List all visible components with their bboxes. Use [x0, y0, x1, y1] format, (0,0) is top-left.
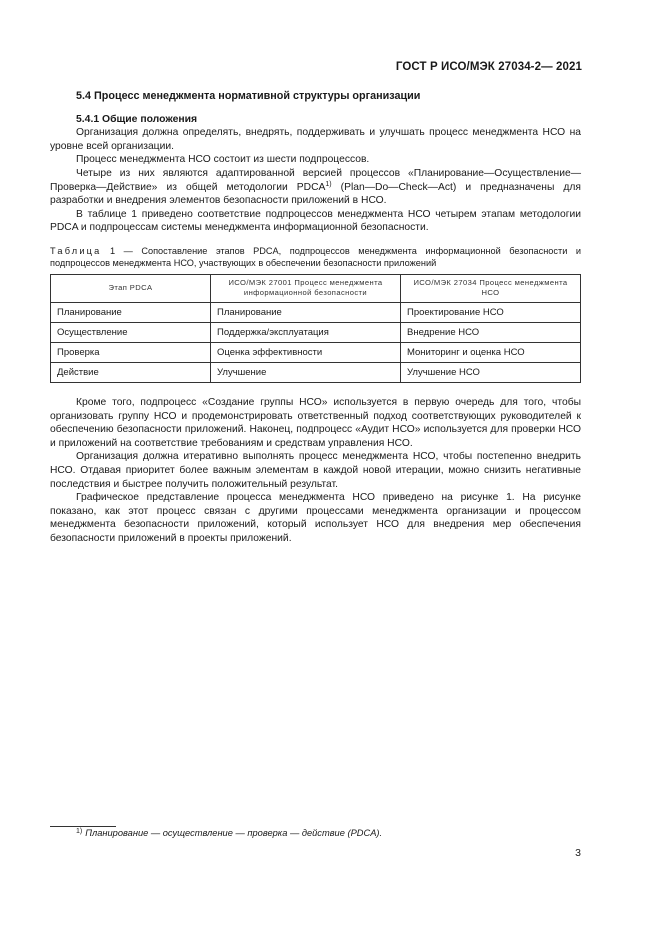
column-header: ИСО/МЭК 27034 Процесс менеджмента НСО [401, 274, 581, 302]
paragraph: В таблице 1 приведено соответствие подпроцессов менеджмента НСО четырем этапам методологии PDCA и подпроцессам системы менеджмента информационной безопасности. [50, 208, 581, 234]
page-number: 3 [575, 847, 581, 859]
paragraph: Графическое представление процесса менеджмента НСО приведено на рисунке 1. На рисунке показано, как этот процесс связан с другими процессами менеджмента организации и процессом менеджмента безопасности приложений, который использует НСО для внедрения мер обеспечения безопасности приложений в проекты приложений. [50, 492, 581, 544]
table-caption: Таблица 1 — Сопоставление этапов PDCA, подпроцессов менеджмента информационной безопасности и подпроцессов менеджмента НСО, участвующих в обеспечении безопасности приложений [50, 245, 581, 268]
subsection-heading: 5.4.1 Общие положения [76, 113, 198, 125]
column-header: ИСО/МЭК 27001 Процесс менеджмента информационной безопасности [211, 274, 401, 302]
footnote-mark: 1) [76, 828, 83, 835]
paragraph: Процесс менеджмента НСО состоит из шести подпроцессов. [76, 154, 370, 166]
table-cell: Внедрение НСО [401, 322, 581, 342]
footnote [76, 828, 382, 838]
table-row [51, 342, 581, 362]
paragraph: Кроме того, подпроцесс «Создание группы НСО» используется в первую очередь для того, чтобы организовать группу НСО и продемонстрировать ответственный подход соответствующих руководителей к обеспечению безопасности приложений. Наконец, подпроцесс «Аудит НСО» используется для проверки НСО и приложений на соответствие требованиям и средствам управления НСО. [50, 396, 581, 449]
table-row [51, 322, 581, 342]
table-cell: Оценка эффективности [211, 342, 401, 362]
table-cell: Проверка [51, 342, 211, 362]
paragraph: Организация должна итеративно выполнять процесс менеджмента НСО, чтобы постепенно внедрить НСО. Отдавая приоритет более важным элементам в каждой новой итерации, можно снизить негативные последствия и быстрее получить положительный результат. [50, 451, 581, 490]
table-cell: Планирование [51, 302, 211, 322]
section-heading: 5.4 Процесс менеджмента нормативной структуры организации [76, 90, 421, 102]
table-row [51, 302, 581, 322]
standard-header: ГОСТ Р ИСО/МЭК 27034-2— 2021 [395, 61, 582, 73]
table-cell: Улучшение НСО [401, 362, 581, 382]
footnote-divider [50, 826, 116, 827]
table-cell: Поддержка/эксплуатация [211, 322, 401, 342]
table-cell: Осуществление [51, 322, 211, 342]
paragraph: Организация должна определять, внедрять, поддерживать и улучшать процесс менеджмента НСО на уровне всей организации. [50, 127, 581, 152]
table-cell: Мониторинг и оценка НСО [401, 342, 581, 362]
table-cell: Действие [51, 362, 211, 382]
column-header: Этап PDCA [51, 274, 211, 302]
footnote-text: Планирование — осуществление — проверка — действие (PDCA). [85, 828, 383, 838]
table-header-row [51, 274, 581, 302]
table-cell: Проектирование НСО [401, 302, 581, 322]
table-row [51, 362, 581, 382]
document-body [50, 90, 581, 545]
paragraph: Четыре из них являются адаптированной версией процессов «Планирование—Осуществление—Проверка—Действие» из общей методологии PDCA$^{1)}$ (Plan—Do—Check—Act) и предназначены для разработки и внедрения элементов безопасности приложений в НСО. [50, 167, 581, 207]
pdca-mapping-table [50, 274, 581, 383]
table-cell: Улучшение [211, 362, 401, 382]
footnote-ref[interactable]: 1) [325, 180, 332, 188]
table-cell: Планирование [211, 302, 401, 322]
